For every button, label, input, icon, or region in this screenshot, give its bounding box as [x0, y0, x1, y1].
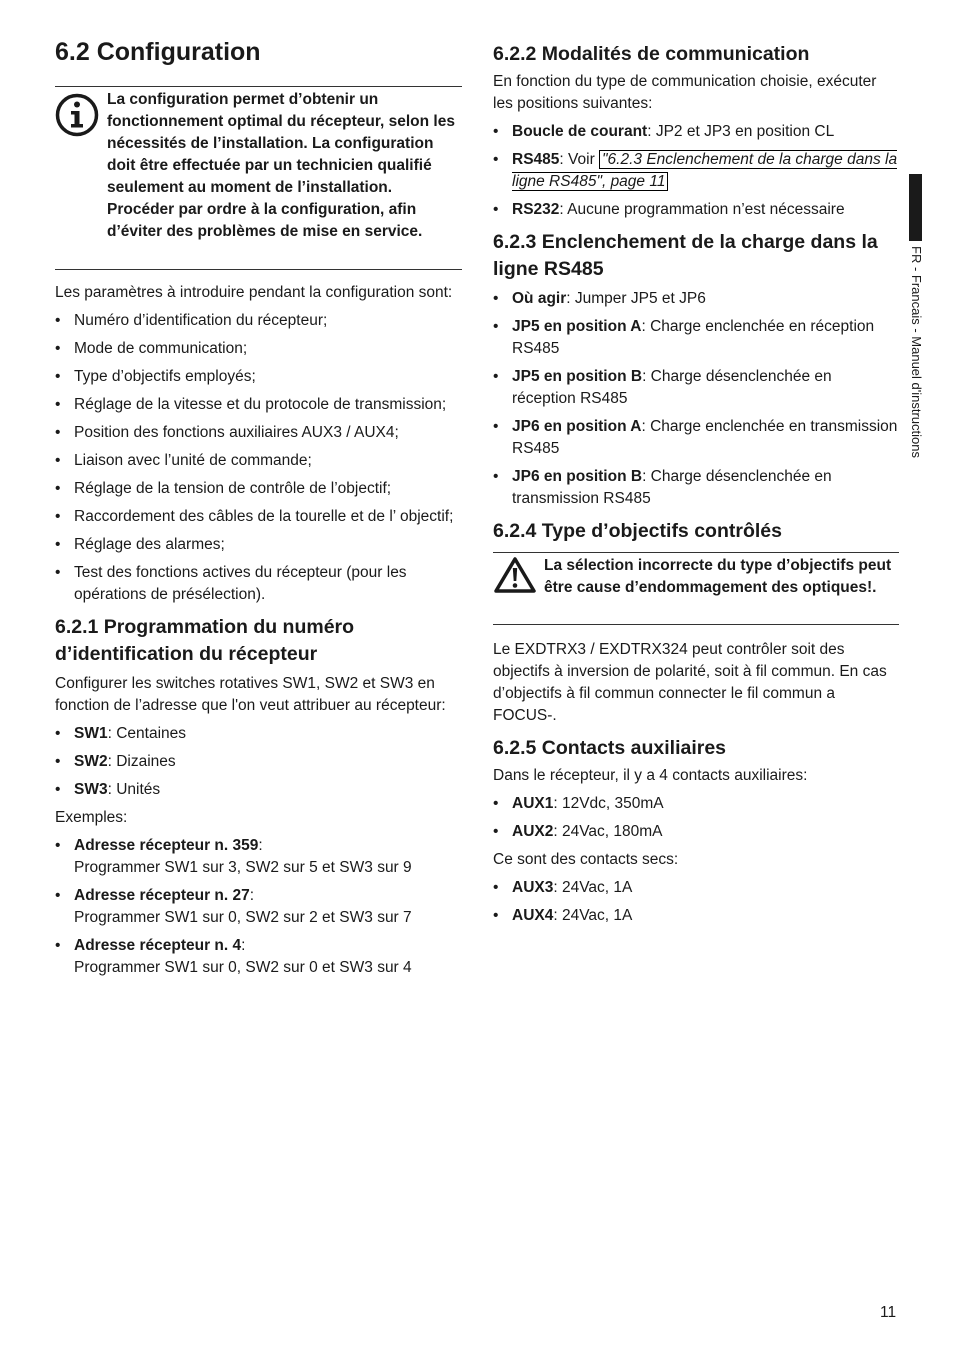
- s622-intro: En fonction du type de communication choisie, exécuter les positions suivantes:: [493, 73, 877, 112]
- list-item: • Adresse récepteur n. 359: Programmer SW1 sur 3, SW2 sur 5 et SW3 sur 9: [55, 835, 462, 879]
- list-item: • AUX1: 12Vdc, 350mA: [493, 793, 899, 815]
- info-note-box: [55, 86, 462, 270]
- list-item: • RS485: Voir "6.2.3 Enclenchement de la charge dans la ligne RS485", page 11: [493, 149, 899, 193]
- params-list: [55, 310, 462, 606]
- list-item: • Test des fonctions actives du récepteur (pour les opérations de présélection).: [55, 562, 462, 606]
- list-item: • Adresse récepteur n. 4: Programmer SW1 sur 0, SW2 sur 0 et SW3 sur 4: [55, 935, 462, 979]
- list-item: • SW3: Unités: [55, 779, 462, 801]
- comm-list: [493, 121, 899, 221]
- heading-6-2-4: 6.2.4 Type d’objectifs contrôlés: [493, 520, 782, 542]
- list-item: • AUX3: 24Vac, 1A: [493, 877, 899, 899]
- page-number: 11: [880, 1304, 897, 1321]
- list-item: • Numéro d’identification du récepteur;: [55, 310, 462, 332]
- info-note-text: La configuration permet d’obtenir un fonctionnement optimal du récepteur, selon les nécessités de l’installation. La configuration doit être effectuée par un technicien qualifié seulement au moment de l’installation. Procéder par ordre à la configuration, afin d’éviter des problèmes de mise en service.: [107, 91, 455, 240]
- side-tab-marker: [909, 174, 922, 241]
- section-title: 6.2 Configuration: [55, 38, 261, 66]
- list-item: • JP6 en position A: Charge enclenchée en transmission RS485: [493, 416, 899, 460]
- list-item: • SW2: Dizaines: [55, 751, 462, 773]
- left-column: [55, 282, 462, 979]
- heading-6-2-2: 6.2.2 Modalités de communication: [493, 43, 810, 65]
- warning-icon: [493, 556, 537, 599]
- s624-body: Le EXDTRX3 / EXDTRX324 peut contrôler soit des objectifs à inversion de polarité, soit à fil commun. En cas d’objectifs à fil commun connecter le fil commun a FOCUS-.: [493, 641, 887, 724]
- list-item: • AUX4: 24Vac, 1A: [493, 905, 899, 927]
- heading-6-2-1: 6.2.1 Programmation du numéro d’identification du récepteur: [55, 616, 355, 665]
- examples-label: Exemples:: [55, 809, 128, 826]
- list-item: • Réglage de la vitesse et du protocole de transmission;: [55, 394, 462, 416]
- s621-intro: Configurer les switches rotatives SW1, SW2 et SW3 en fonction de l’adresse que l'on veut attribuer au récepteur:: [55, 675, 446, 714]
- examples-list: [55, 835, 462, 979]
- aux-list-a: [493, 793, 899, 843]
- list-item: • Liaison avec l’unité de commande;: [55, 450, 462, 472]
- switch-list: [55, 723, 462, 801]
- warning-box: [493, 552, 899, 625]
- list-item: • Réglage des alarmes;: [55, 534, 462, 556]
- s625-intro: Dans le récepteur, il y a 4 contacts auxiliaires:: [493, 767, 808, 784]
- dry-contacts-label: Ce sont des contacts secs:: [493, 851, 679, 868]
- list-item: • Position des fonctions auxiliaires AUX3 / AUX4;: [55, 422, 462, 444]
- right-column: [493, 41, 899, 927]
- list-item: • Type d’objectifs employés;: [55, 366, 462, 388]
- list-item: • Où agir: Jumper JP5 et JP6: [493, 288, 899, 310]
- heading-6-2-3: 6.2.3 Enclenchement de la charge dans la ligne RS485: [493, 231, 878, 280]
- list-item: • Boucle de courant: JP2 et JP3 en position CL: [493, 121, 899, 143]
- warning-text: La sélection incorrecte du type d’objectifs peut être cause d’endommagement des optiques!.: [544, 557, 892, 596]
- list-item: • Adresse récepteur n. 27: Programmer SW1 sur 0, SW2 sur 2 et SW3 sur 7: [55, 885, 462, 929]
- list-item: • Réglage de la tension de contrôle de l’objectif;: [55, 478, 462, 500]
- side-tab-label: FR - Francais - Manuel d'instructions: [909, 246, 924, 458]
- aux-list-b: [493, 877, 899, 927]
- list-item: • JP5 en position A: Charge enclenchée en réception RS485: [493, 316, 899, 360]
- heading-6-2-5: 6.2.5 Contacts auxiliaires: [493, 737, 727, 759]
- list-item: • JP6 en position B: Charge désenclenchée en transmission RS485: [493, 466, 899, 510]
- cross-reference-link[interactable]: "6.2.3 Enclenchement de la charge dans la ligne RS485", page 11: [512, 151, 898, 190]
- list-item: • SW1: Centaines: [55, 723, 462, 745]
- rs485-list: [493, 288, 899, 510]
- list-item: • Raccordement des câbles de la tourelle et de l’ objectif;: [55, 506, 462, 528]
- list-item: • Mode de communication;: [55, 338, 462, 360]
- list-item: • JP5 en position B: Charge désenclenchée en réception RS485: [493, 366, 899, 410]
- list-item: • AUX2: 24Vac, 180mA: [493, 821, 899, 843]
- info-icon: [55, 93, 99, 142]
- params-intro: Les paramètres à introduire pendant la configuration sont:: [55, 284, 453, 301]
- list-item: • RS232: Aucune programmation n’est nécessaire: [493, 199, 899, 221]
